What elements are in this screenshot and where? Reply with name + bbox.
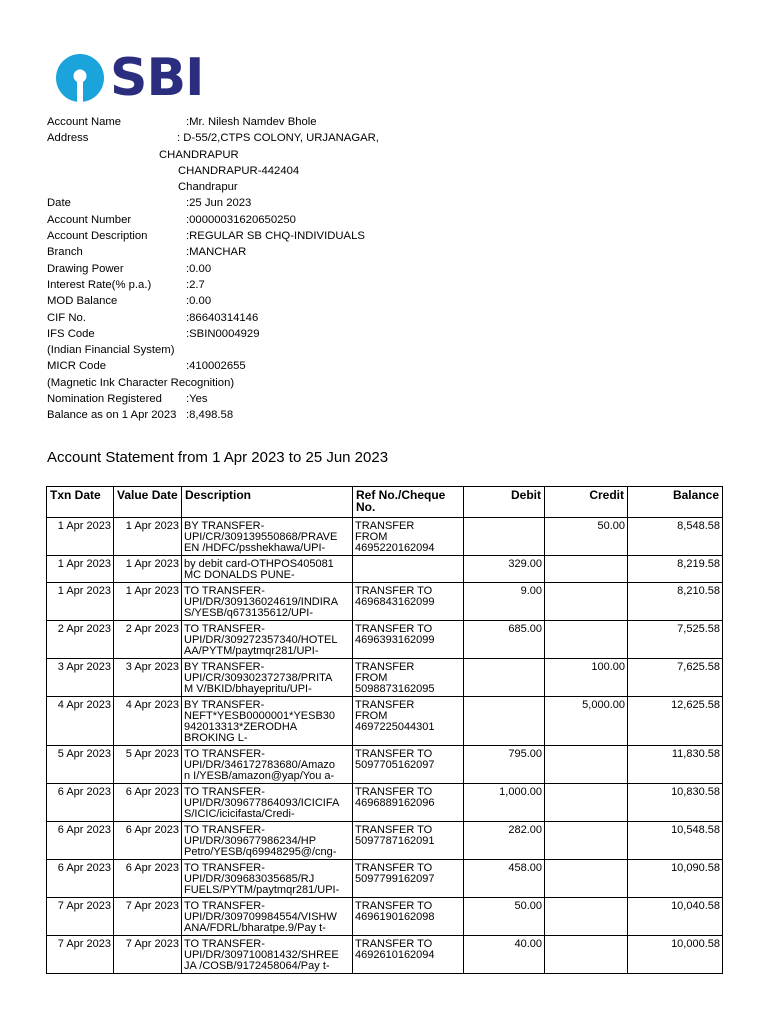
cell-txn-date: 2 Apr 2023: [47, 621, 114, 659]
account-field-label: Balance as on 1 Apr 2023: [47, 409, 177, 422]
cell-value-date: 7 Apr 2023: [114, 898, 182, 936]
description-line: S/YESB/q673135612/UPI-: [184, 607, 314, 619]
sbi-logo: [54, 48, 204, 108]
cell-txn-date: 1 Apr 2023: [47, 556, 114, 583]
address-line-3: CHANDRAPUR-442404: [178, 164, 300, 177]
description-line: TO TRANSFER-: [184, 824, 265, 836]
account-field-label: IFS Code: [47, 327, 95, 340]
cell-txn-date: 4 Apr 2023: [47, 697, 114, 746]
cell-credit: [545, 784, 628, 822]
ref-line: TRANSFER TO: [355, 585, 433, 597]
description-line: TO TRANSFER-: [184, 786, 265, 798]
account-field-value: :25 Jun 2023: [186, 197, 252, 210]
table-row: [47, 583, 723, 621]
table-row: [47, 556, 723, 583]
cell-debit: 329.00: [464, 556, 545, 583]
account-field-value: :0.00: [186, 295, 212, 308]
cell-value-date: 4 Apr 2023: [114, 697, 182, 746]
cell-ref-no: [353, 898, 464, 936]
cell-description: [182, 659, 353, 697]
description-line: UPI/DR/309709984554/VISHW: [184, 911, 337, 923]
table-header-row: [47, 487, 723, 518]
table-row: [47, 697, 723, 746]
account-field-value: :8,498.58: [186, 409, 234, 422]
cell-txn-date: 1 Apr 2023: [47, 583, 114, 621]
description-line: UPI/DR/309677986234/HP: [184, 835, 317, 847]
transactions-table: [46, 486, 723, 974]
cell-value-date: 6 Apr 2023: [114, 860, 182, 898]
cell-value-date: 7 Apr 2023: [114, 936, 182, 974]
account-field-label: Drawing Power: [47, 262, 124, 275]
description-line: by debit card-OTHPOS405081: [184, 558, 334, 570]
account-field-value: :2.7: [186, 278, 205, 291]
cell-ref-no: [353, 784, 464, 822]
cell-ref-no: [353, 936, 464, 974]
ref-line: TRANSFER TO: [355, 748, 433, 760]
ref-line: 5097787162091: [355, 835, 435, 847]
header-balance: Balance: [628, 487, 723, 518]
cell-debit: 795.00: [464, 746, 545, 784]
ref-line: 4697225044301: [355, 721, 435, 733]
cell-value-date: 1 Apr 2023: [114, 556, 182, 583]
header-value-date: Value Date: [114, 487, 182, 518]
description-line: TO TRANSFER-: [184, 862, 265, 874]
cell-debit: [464, 659, 545, 697]
cell-ref-no: [353, 697, 464, 746]
ref-line: FROM: [355, 672, 388, 684]
account-name-value: :Mr. Nilesh Namdev Bhole: [186, 116, 317, 128]
cell-debit: 685.00: [464, 621, 545, 659]
account-field-value: :86640314146: [186, 311, 259, 324]
account-field-label: Interest Rate(% p.a.): [47, 278, 152, 291]
cell-txn-date: 7 Apr 2023: [47, 936, 114, 974]
cell-description: [182, 697, 353, 746]
description-line: BY TRANSFER-: [184, 699, 265, 711]
account-field-value: :00000031620650250: [186, 213, 296, 226]
cell-balance: 7,625.58: [628, 659, 723, 697]
ref-line: TRANSFER TO: [355, 900, 433, 912]
ref-line: 5097799162097: [355, 873, 435, 885]
cell-description: [182, 556, 353, 583]
account-field-label: (Magnetic Ink Character Recognition): [47, 376, 235, 389]
cell-ref-no: [353, 621, 464, 659]
description-line: BY TRANSFER-: [184, 661, 265, 673]
description-line: TO TRANSFER-: [184, 938, 265, 950]
ref-line: 4692610162094: [355, 949, 435, 961]
cell-ref-no: [353, 518, 464, 556]
cell-value-date: 6 Apr 2023: [114, 822, 182, 860]
cell-description: [182, 583, 353, 621]
table-row: [47, 621, 723, 659]
cell-description: [182, 936, 353, 974]
ref-line: FROM: [355, 710, 388, 722]
cell-balance: 10,090.58: [628, 860, 723, 898]
account-field-value: :MANCHAR: [186, 246, 247, 259]
cell-txn-date: 6 Apr 2023: [47, 860, 114, 898]
cell-value-date: 2 Apr 2023: [114, 621, 182, 659]
cell-description: [182, 898, 353, 936]
description-line: 942013313*ZERODHA: [184, 721, 298, 733]
cell-description: [182, 822, 353, 860]
account-field-value: :410002655: [186, 360, 246, 373]
description-line: BROKING L-: [184, 732, 248, 744]
cell-ref-no: [353, 822, 464, 860]
cell-ref-no: [353, 583, 464, 621]
address-label: Address: [47, 132, 89, 145]
description-line: TO TRANSFER-: [184, 623, 265, 635]
cell-ref-no: [353, 746, 464, 784]
description-line: ANA/FDRL/bharatpe.9/Pay t-: [184, 922, 326, 934]
cell-value-date: 1 Apr 2023: [114, 583, 182, 621]
description-line: UPI/CR/309139550868/PRAVE: [184, 531, 338, 543]
cell-description: [182, 784, 353, 822]
ref-line: TRANSFER: [355, 699, 415, 711]
description-line: BY TRANSFER-: [184, 520, 265, 532]
description-line: UPI/DR/309272357340/HOTEL: [184, 634, 338, 646]
header-debit: Debit: [464, 487, 545, 518]
header-txn-date: Txn Date: [47, 487, 114, 518]
account-field-label: MOD Balance: [47, 295, 118, 308]
cell-txn-date: 7 Apr 2023: [47, 898, 114, 936]
ref-line: TRANSFER: [355, 661, 415, 673]
cell-ref-no: [353, 556, 464, 583]
header-credit: Credit: [545, 487, 628, 518]
cell-credit: [545, 936, 628, 974]
cell-balance: 12,625.58: [628, 697, 723, 746]
description-line: UPI/CR/309302372738/PRITA: [184, 672, 333, 684]
cell-txn-date: 6 Apr 2023: [47, 784, 114, 822]
ref-line: 5097705162097: [355, 759, 435, 771]
cell-value-date: 5 Apr 2023: [114, 746, 182, 784]
cell-balance: 11,830.58: [628, 746, 723, 784]
description-line: UPI/DR/309677864093/ICICIFA: [184, 797, 340, 809]
description-line: M V/BKID/bhayepritu/UPI-: [184, 683, 312, 695]
description-line: AA/PYTM/paytmqr281/UPI-: [184, 645, 319, 657]
cell-description: [182, 621, 353, 659]
description-line: MC DONALDS PUNE-: [184, 569, 295, 581]
description-line: TO TRANSFER-: [184, 585, 265, 597]
cell-credit: [545, 556, 628, 583]
cell-txn-date: 3 Apr 2023: [47, 659, 114, 697]
sbi-keyhole-icon: [54, 52, 106, 104]
cell-txn-date: 6 Apr 2023: [47, 822, 114, 860]
account-field-value: :REGULAR SB CHQ-INDIVIDUALS: [186, 230, 365, 243]
description-line: JA /COSB/9172458064/Pay t-: [184, 960, 330, 972]
cell-balance: 8,219.58: [628, 556, 723, 583]
description-line: UPI/DR/346172783680/Amazo: [184, 759, 336, 771]
table-row: [47, 784, 723, 822]
address-line-2: CHANDRAPUR: [159, 148, 239, 161]
cell-balance: 10,548.58: [628, 822, 723, 860]
ref-line: 4696190162098: [355, 911, 435, 923]
ref-line: 5098873162095: [355, 683, 435, 695]
ref-line: 4696393162099: [355, 634, 435, 646]
cell-credit: [545, 746, 628, 784]
ref-line: TRANSFER TO: [355, 938, 433, 950]
cell-balance: 10,000.58: [628, 936, 723, 974]
cell-txn-date: 5 Apr 2023: [47, 746, 114, 784]
description-line: S/ICIC/icicifasta/Credi-: [184, 808, 295, 820]
cell-description: [182, 518, 353, 556]
account-field-value: :0.00: [186, 262, 212, 275]
cell-description: [182, 860, 353, 898]
ref-line: TRANSFER TO: [355, 824, 433, 836]
cell-debit: 1,000.00: [464, 784, 545, 822]
cell-ref-no: [353, 659, 464, 697]
account-field-label: Account Description: [47, 230, 148, 243]
address-line-4: Chandrapur: [178, 181, 238, 194]
account-field-value: :Yes: [186, 393, 208, 406]
table-row: [47, 746, 723, 784]
account-field-label: (Indian Financial System): [47, 344, 175, 357]
cell-credit: 50.00: [545, 518, 628, 556]
cell-credit: [545, 898, 628, 936]
ref-line: 4696843162099: [355, 596, 435, 608]
cell-credit: [545, 621, 628, 659]
table-row: [47, 822, 723, 860]
cell-description: [182, 746, 353, 784]
description-line: Petro/YESB/q69948295@/cng-: [184, 846, 337, 858]
cell-debit: 282.00: [464, 822, 545, 860]
cell-txn-date: 1 Apr 2023: [47, 518, 114, 556]
description-line: EN /HDFC/psshekhawa/UPI-: [184, 542, 326, 554]
account-field-label: Date: [47, 197, 71, 210]
ref-line: TRANSFER TO: [355, 862, 433, 874]
cell-balance: 8,210.58: [628, 583, 723, 621]
cell-debit: 458.00: [464, 860, 545, 898]
cell-credit: 5,000.00: [545, 697, 628, 746]
account-field-label: MICR Code: [47, 360, 107, 373]
table-row: [47, 898, 723, 936]
cell-value-date: 6 Apr 2023: [114, 784, 182, 822]
cell-credit: [545, 822, 628, 860]
statement-title: Account Statement from 1 Apr 2023 to 25 Jun 2023: [47, 449, 389, 466]
ref-line: TRANSFER: [355, 520, 415, 532]
cell-debit: 9.00: [464, 583, 545, 621]
description-line: NEFT*YESB0000001*YESB30: [184, 710, 336, 722]
account-field-label: Nomination Registered: [47, 393, 162, 406]
description-line: UPI/DR/309136024619/INDIRA: [184, 596, 339, 608]
account-field-label: CIF No.: [47, 311, 86, 324]
ref-line: FROM: [355, 531, 388, 543]
sbi-logo-text: SBI: [110, 48, 204, 108]
cell-balance: 7,525.58: [628, 621, 723, 659]
description-line: UPI/DR/309710081432/SHREE: [184, 949, 339, 961]
description-line: TO TRANSFER-: [184, 900, 265, 912]
account-field-value: :SBIN0004929: [186, 327, 260, 340]
ref-line: 4695220162094: [355, 542, 435, 554]
account-name-label: Account Name: [47, 116, 122, 128]
cell-debit: 40.00: [464, 936, 545, 974]
account-field-label: Account Number: [47, 213, 132, 226]
ref-line: 4696889162096: [355, 797, 435, 809]
header-description: Description: [182, 487, 353, 518]
cell-debit: [464, 518, 545, 556]
cell-credit: [545, 583, 628, 621]
ref-line: TRANSFER TO: [355, 623, 433, 635]
table-row: [47, 936, 723, 974]
ref-line: TRANSFER TO: [355, 786, 433, 798]
cell-value-date: 1 Apr 2023: [114, 518, 182, 556]
cell-value-date: 3 Apr 2023: [114, 659, 182, 697]
table-row: [47, 860, 723, 898]
header-ref-no: Ref No./Cheque No.: [353, 487, 464, 518]
account-field-label: Branch: [47, 246, 83, 259]
table-row: [47, 659, 723, 697]
cell-debit: 50.00: [464, 898, 545, 936]
description-line: FUELS/PYTM/paytmqr281/UPI-: [184, 884, 340, 896]
cell-ref-no: [353, 860, 464, 898]
address-line-1: : D-55/2,CTPS COLONY, URJANAGAR,: [177, 132, 379, 145]
description-line: n I/YESB/amazon@yap/You a-: [184, 770, 335, 782]
cell-credit: 100.00: [545, 659, 628, 697]
description-line: TO TRANSFER-: [184, 748, 265, 760]
cell-balance: 10,040.58: [628, 898, 723, 936]
table-row: [47, 518, 723, 556]
cell-balance: 10,830.58: [628, 784, 723, 822]
cell-balance: 8,548.58: [628, 518, 723, 556]
cell-credit: [545, 860, 628, 898]
description-line: UPI/DR/309683035685/RJ: [184, 873, 315, 885]
cell-debit: [464, 697, 545, 746]
